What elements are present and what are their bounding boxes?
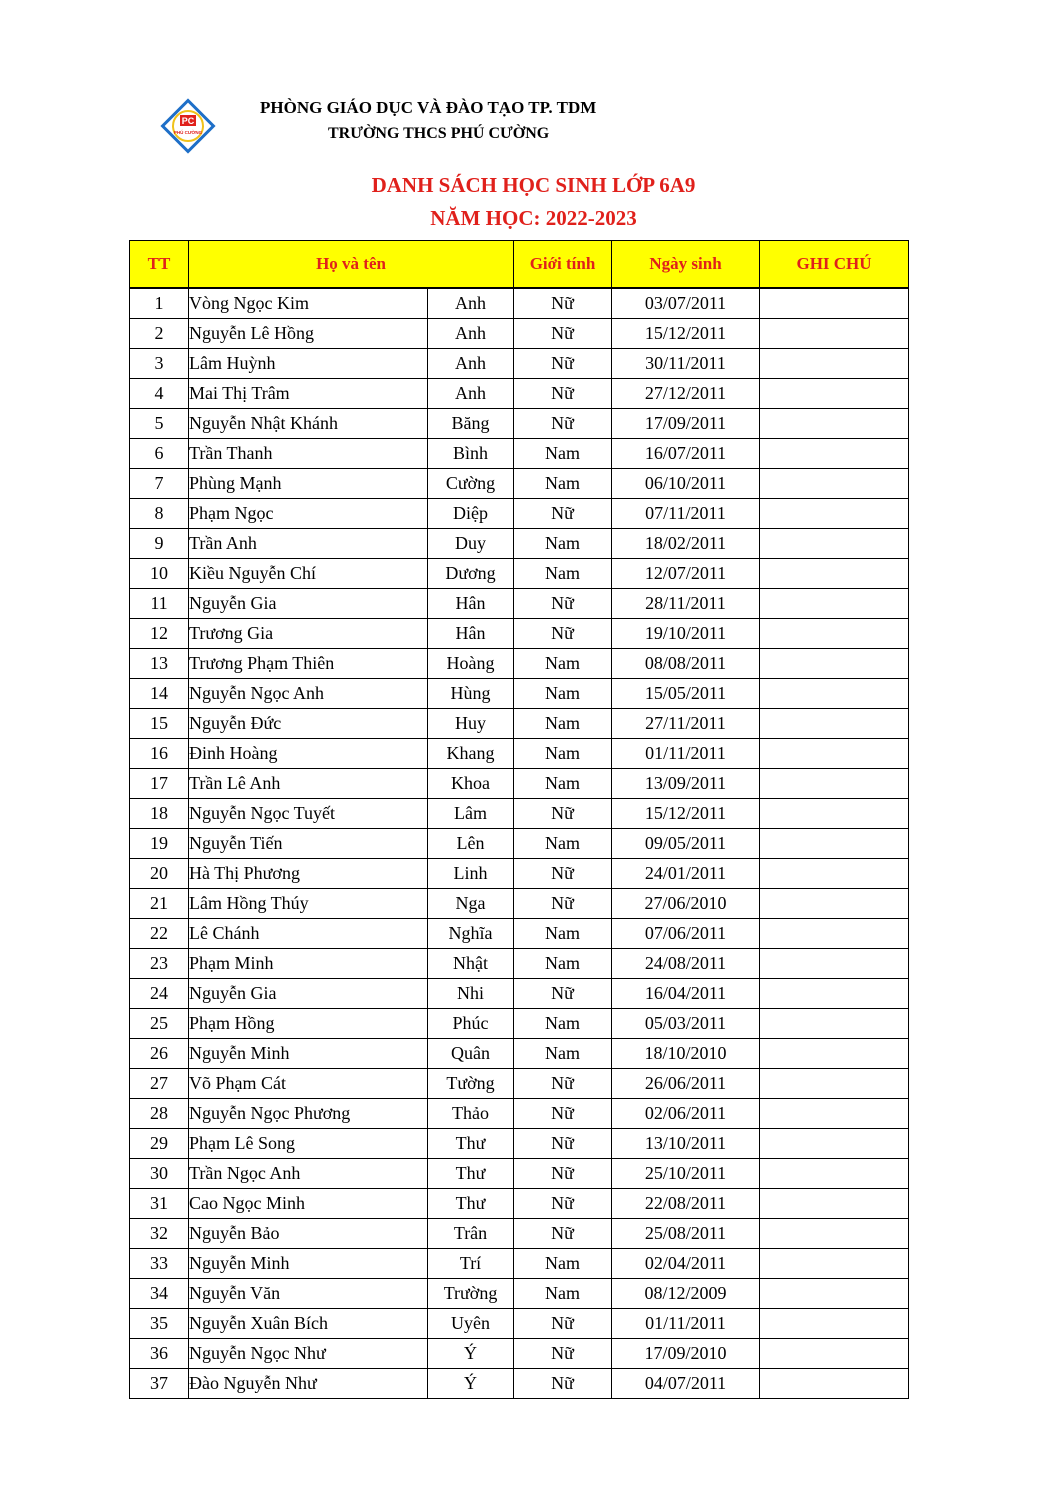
table-row	[130, 1129, 909, 1159]
row-gender: Nam	[514, 559, 612, 589]
row-dob: 17/09/2010	[612, 1339, 760, 1369]
row-surname: Vòng Ngọc Kim	[189, 288, 428, 319]
document-title: DANH SÁCH HỌC SINH LỚP 6A9	[371, 173, 696, 197]
row-number: 19	[130, 829, 189, 859]
row-number: 5	[130, 409, 189, 439]
row-dob: 01/11/2011	[612, 1309, 760, 1339]
table-row	[130, 559, 909, 589]
row-note	[760, 1339, 909, 1369]
row-given-name: Nga	[428, 889, 514, 919]
row-given-name: Thư	[428, 1129, 514, 1159]
row-given-name: Trân	[428, 1219, 514, 1249]
table-row	[130, 499, 909, 529]
row-surname: Phùng Mạnh	[189, 469, 428, 499]
row-dob: 08/12/2009	[612, 1279, 760, 1309]
table-row	[130, 919, 909, 949]
row-surname: Cao Ngọc Minh	[189, 1189, 428, 1219]
row-number: 28	[130, 1099, 189, 1129]
row-number: 15	[130, 709, 189, 739]
row-surname: Nguyễn Văn	[189, 1279, 428, 1309]
row-dob: 22/08/2011	[612, 1189, 760, 1219]
row-surname: Nguyễn Ngọc Như	[189, 1339, 428, 1369]
row-number: 17	[130, 769, 189, 799]
row-surname: Trương Gia	[189, 619, 428, 649]
table-row	[130, 619, 909, 649]
row-given-name: Cường	[428, 469, 514, 499]
table-row	[130, 1189, 909, 1219]
table-row	[130, 769, 909, 799]
row-number: 32	[130, 1219, 189, 1249]
row-given-name: Nghĩa	[428, 919, 514, 949]
row-gender: Nam	[514, 469, 612, 499]
school-name: TRƯỜNG THCS PHÚ CƯỜNG	[328, 125, 550, 142]
table-row	[130, 1249, 909, 1279]
school-year: NĂM HỌC: 2022-2023	[430, 206, 637, 230]
row-note	[760, 1279, 909, 1309]
row-number: 7	[130, 469, 189, 499]
row-given-name: Trường	[428, 1279, 514, 1309]
header-dob: Ngày sinh	[612, 241, 760, 289]
row-gender: Nam	[514, 949, 612, 979]
row-gender: Nữ	[514, 1309, 612, 1339]
row-dob: 27/11/2011	[612, 709, 760, 739]
row-gender: Nữ	[514, 1069, 612, 1099]
row-number: 13	[130, 649, 189, 679]
row-dob: 05/03/2011	[612, 1009, 760, 1039]
row-surname: Lê Chánh	[189, 919, 428, 949]
row-given-name: Khoa	[428, 769, 514, 799]
row-gender: Nữ	[514, 589, 612, 619]
row-gender: Nữ	[514, 1099, 612, 1129]
student-table	[129, 240, 909, 1399]
row-given-name: Anh	[428, 319, 514, 349]
row-number: 34	[130, 1279, 189, 1309]
row-dob: 27/06/2010	[612, 889, 760, 919]
row-dob: 18/02/2011	[612, 529, 760, 559]
row-given-name: Quân	[428, 1039, 514, 1069]
row-dob: 01/11/2011	[612, 739, 760, 769]
row-number: 36	[130, 1339, 189, 1369]
row-gender: Nam	[514, 1279, 612, 1309]
row-note	[760, 529, 909, 559]
row-dob: 08/08/2011	[612, 649, 760, 679]
row-surname: Nguyễn Tiến	[189, 829, 428, 859]
row-gender: Nữ	[514, 1369, 612, 1399]
row-surname: Phạm Ngọc	[189, 499, 428, 529]
row-surname: Trần Anh	[189, 529, 428, 559]
row-gender: Nam	[514, 649, 612, 679]
row-given-name: Anh	[428, 288, 514, 319]
table-row	[130, 799, 909, 829]
header-tt: TT	[130, 241, 189, 289]
row-gender: Nữ	[514, 409, 612, 439]
row-surname: Nguyễn Nhật Khánh	[189, 409, 428, 439]
row-surname: Nguyễn Xuân Bích	[189, 1309, 428, 1339]
table-row	[130, 469, 909, 499]
row-note	[760, 619, 909, 649]
row-surname: Nguyễn Gia	[189, 979, 428, 1009]
row-given-name: Khang	[428, 739, 514, 769]
row-number: 6	[130, 439, 189, 469]
table-row	[130, 1009, 909, 1039]
table-row	[130, 409, 909, 439]
row-dob: 30/11/2011	[612, 349, 760, 379]
row-given-name: Thư	[428, 1159, 514, 1189]
table-row	[130, 1309, 909, 1339]
row-dob: 02/06/2011	[612, 1099, 760, 1129]
row-note	[760, 288, 909, 319]
row-number: 14	[130, 679, 189, 709]
table-row	[130, 1339, 909, 1369]
row-gender: Nữ	[514, 1339, 612, 1369]
row-surname: Kiều Nguyễn Chí	[189, 559, 428, 589]
logo-mark: PC	[181, 116, 195, 126]
row-note	[760, 859, 909, 889]
row-number: 2	[130, 319, 189, 349]
row-gender: Nam	[514, 529, 612, 559]
row-gender: Nữ	[514, 499, 612, 529]
row-surname: Nguyễn Minh	[189, 1039, 428, 1069]
row-number: 9	[130, 529, 189, 559]
row-number: 37	[130, 1369, 189, 1399]
row-surname: Đinh Hoàng	[189, 739, 428, 769]
table-row	[130, 1039, 909, 1069]
row-surname: Nguyễn Lê Hồng	[189, 319, 428, 349]
table-header-row	[130, 241, 909, 289]
row-given-name: Hân	[428, 589, 514, 619]
row-given-name: Lên	[428, 829, 514, 859]
row-gender: Nam	[514, 679, 612, 709]
row-dob: 24/08/2011	[612, 949, 760, 979]
row-given-name: Ý	[428, 1339, 514, 1369]
row-surname: Phạm Hồng	[189, 1009, 428, 1039]
table-row	[130, 288, 909, 319]
row-note	[760, 649, 909, 679]
row-dob: 24/01/2011	[612, 859, 760, 889]
row-given-name: Trí	[428, 1249, 514, 1279]
row-surname: Phạm Minh	[189, 949, 428, 979]
row-given-name: Diệp	[428, 499, 514, 529]
row-number: 18	[130, 799, 189, 829]
table-row	[130, 589, 909, 619]
row-note	[760, 1309, 909, 1339]
row-given-name: Uyên	[428, 1309, 514, 1339]
row-gender: Nữ	[514, 1159, 612, 1189]
row-given-name: Tường	[428, 1069, 514, 1099]
row-note	[760, 979, 909, 1009]
table-row	[130, 679, 909, 709]
row-given-name: Dương	[428, 559, 514, 589]
row-surname: Trần Thanh	[189, 439, 428, 469]
row-given-name: Huy	[428, 709, 514, 739]
row-number: 8	[130, 499, 189, 529]
row-number: 16	[130, 739, 189, 769]
row-surname: Nguyễn Ngọc Tuyết	[189, 799, 428, 829]
row-note	[760, 379, 909, 409]
table-row	[130, 979, 909, 1009]
row-number: 25	[130, 1009, 189, 1039]
row-number: 21	[130, 889, 189, 919]
row-number: 4	[130, 379, 189, 409]
row-given-name: Duy	[428, 529, 514, 559]
row-dob: 06/10/2011	[612, 469, 760, 499]
row-note	[760, 1129, 909, 1159]
row-note	[760, 319, 909, 349]
row-dob: 28/11/2011	[612, 589, 760, 619]
row-given-name: Thư	[428, 1189, 514, 1219]
table-row	[130, 739, 909, 769]
row-number: 26	[130, 1039, 189, 1069]
row-dob: 17/09/2011	[612, 409, 760, 439]
row-note	[760, 1069, 909, 1099]
row-dob: 15/05/2011	[612, 679, 760, 709]
row-gender: Nữ	[514, 319, 612, 349]
row-dob: 03/07/2011	[612, 288, 760, 319]
school-logo	[158, 96, 218, 156]
row-note	[760, 589, 909, 619]
row-note	[760, 409, 909, 439]
row-dob: 16/07/2011	[612, 439, 760, 469]
row-note	[760, 1009, 909, 1039]
row-dob: 26/06/2011	[612, 1069, 760, 1099]
row-note	[760, 889, 909, 919]
row-dob: 16/04/2011	[612, 979, 760, 1009]
table-row	[130, 859, 909, 889]
table-row	[130, 379, 909, 409]
row-dob: 25/10/2011	[612, 1159, 760, 1189]
table-row	[130, 829, 909, 859]
row-gender: Nam	[514, 1009, 612, 1039]
row-number: 1	[130, 288, 189, 319]
row-dob: 15/12/2011	[612, 319, 760, 349]
table-row	[130, 1219, 909, 1249]
row-surname: Lâm Huỳnh	[189, 349, 428, 379]
table-row	[130, 1279, 909, 1309]
header-name: Họ và tên	[189, 241, 514, 289]
row-number: 24	[130, 979, 189, 1009]
table-row	[130, 1099, 909, 1129]
row-note	[760, 1039, 909, 1069]
row-gender: Nam	[514, 769, 612, 799]
row-number: 11	[130, 589, 189, 619]
row-surname: Trương Phạm Thiên	[189, 649, 428, 679]
row-gender: Nam	[514, 829, 612, 859]
row-note	[760, 469, 909, 499]
row-gender: Nữ	[514, 379, 612, 409]
row-number: 3	[130, 349, 189, 379]
row-note	[760, 439, 909, 469]
table-row	[130, 1069, 909, 1099]
row-surname: Võ Phạm Cát	[189, 1069, 428, 1099]
row-gender: Nữ	[514, 889, 612, 919]
row-given-name: Phúc	[428, 1009, 514, 1039]
row-dob: 18/10/2010	[612, 1039, 760, 1069]
row-surname: Lâm Hồng Thúy	[189, 889, 428, 919]
row-given-name: Bình	[428, 439, 514, 469]
row-number: 35	[130, 1309, 189, 1339]
org-header	[260, 98, 640, 143]
row-given-name: Anh	[428, 349, 514, 379]
row-dob: 07/06/2011	[612, 919, 760, 949]
row-surname: Hà Thị Phương	[189, 859, 428, 889]
row-gender: Nữ	[514, 1219, 612, 1249]
row-number: 23	[130, 949, 189, 979]
row-gender: Nam	[514, 439, 612, 469]
row-note	[760, 769, 909, 799]
row-given-name: Hoàng	[428, 649, 514, 679]
table-row	[130, 649, 909, 679]
row-given-name: Hùng	[428, 679, 514, 709]
row-number: 31	[130, 1189, 189, 1219]
row-number: 10	[130, 559, 189, 589]
row-surname: Trần Ngọc Anh	[189, 1159, 428, 1189]
row-note	[760, 919, 909, 949]
row-dob: 27/12/2011	[612, 379, 760, 409]
row-surname: Nguyễn Bảo	[189, 1219, 428, 1249]
row-number: 33	[130, 1249, 189, 1279]
row-given-name: Linh	[428, 859, 514, 889]
row-gender: Nam	[514, 1249, 612, 1279]
row-given-name: Nhật	[428, 949, 514, 979]
row-note	[760, 1159, 909, 1189]
row-gender: Nam	[514, 1039, 612, 1069]
row-given-name: Băng	[428, 409, 514, 439]
row-note	[760, 499, 909, 529]
row-gender: Nữ	[514, 349, 612, 379]
row-note	[760, 1369, 909, 1399]
row-number: 12	[130, 619, 189, 649]
row-gender: Nữ	[514, 288, 612, 319]
row-gender: Nữ	[514, 979, 612, 1009]
row-number: 27	[130, 1069, 189, 1099]
table-row	[130, 349, 909, 379]
table-row	[130, 319, 909, 349]
row-dob: 13/10/2011	[612, 1129, 760, 1159]
row-dob: 04/07/2011	[612, 1369, 760, 1399]
row-gender: Nữ	[514, 1129, 612, 1159]
row-note	[760, 739, 909, 769]
row-note	[760, 349, 909, 379]
row-surname: Mai Thị Trâm	[189, 379, 428, 409]
row-note	[760, 1249, 909, 1279]
row-note	[760, 559, 909, 589]
table-row	[130, 949, 909, 979]
row-number: 29	[130, 1129, 189, 1159]
row-given-name: Thảo	[428, 1099, 514, 1129]
row-dob: 19/10/2011	[612, 619, 760, 649]
row-number: 22	[130, 919, 189, 949]
row-surname: Nguyễn Đức	[189, 709, 428, 739]
row-number: 20	[130, 859, 189, 889]
row-dob: 07/11/2011	[612, 499, 760, 529]
row-given-name: Lâm	[428, 799, 514, 829]
logo-caption: PHÚ CƯỜNG	[173, 130, 203, 135]
row-surname: Đào Nguyễn Như	[189, 1369, 428, 1399]
table-row	[130, 709, 909, 739]
table-row	[130, 1159, 909, 1189]
row-note	[760, 799, 909, 829]
row-given-name: Hân	[428, 619, 514, 649]
row-gender: Nữ	[514, 799, 612, 829]
row-surname: Phạm Lê Song	[189, 1129, 428, 1159]
row-given-name: Nhi	[428, 979, 514, 1009]
row-gender: Nam	[514, 919, 612, 949]
row-gender: Nam	[514, 739, 612, 769]
row-gender: Nữ	[514, 1189, 612, 1219]
row-given-name: Anh	[428, 379, 514, 409]
row-note	[760, 709, 909, 739]
row-given-name: Ý	[428, 1369, 514, 1399]
row-dob: 12/07/2011	[612, 559, 760, 589]
department-name: PHÒNG GIÁO DỤC VÀ ĐÀO TẠO TP. TDM	[260, 98, 597, 117]
header-gender: Giới tính	[514, 241, 612, 289]
row-surname: Trần Lê Anh	[189, 769, 428, 799]
row-gender: Nữ	[514, 619, 612, 649]
row-note	[760, 1219, 909, 1249]
row-note	[760, 949, 909, 979]
row-dob: 13/09/2011	[612, 769, 760, 799]
row-note	[760, 829, 909, 859]
row-dob: 25/08/2011	[612, 1219, 760, 1249]
row-surname: Nguyễn Ngọc Anh	[189, 679, 428, 709]
row-surname: Nguyễn Minh	[189, 1249, 428, 1279]
row-dob: 02/04/2011	[612, 1249, 760, 1279]
row-surname: Nguyễn Ngọc Phương	[189, 1099, 428, 1129]
row-dob: 09/05/2011	[612, 829, 760, 859]
row-note	[760, 1189, 909, 1219]
table-row	[130, 529, 909, 559]
header-note: GHI CHÚ	[760, 241, 909, 289]
row-gender: Nữ	[514, 859, 612, 889]
table-row	[130, 889, 909, 919]
row-number: 30	[130, 1159, 189, 1189]
table-row	[130, 439, 909, 469]
row-note	[760, 1099, 909, 1129]
row-surname: Nguyễn Gia	[189, 589, 428, 619]
row-dob: 15/12/2011	[612, 799, 760, 829]
row-note	[760, 679, 909, 709]
table-row	[130, 1369, 909, 1399]
row-gender: Nam	[514, 709, 612, 739]
